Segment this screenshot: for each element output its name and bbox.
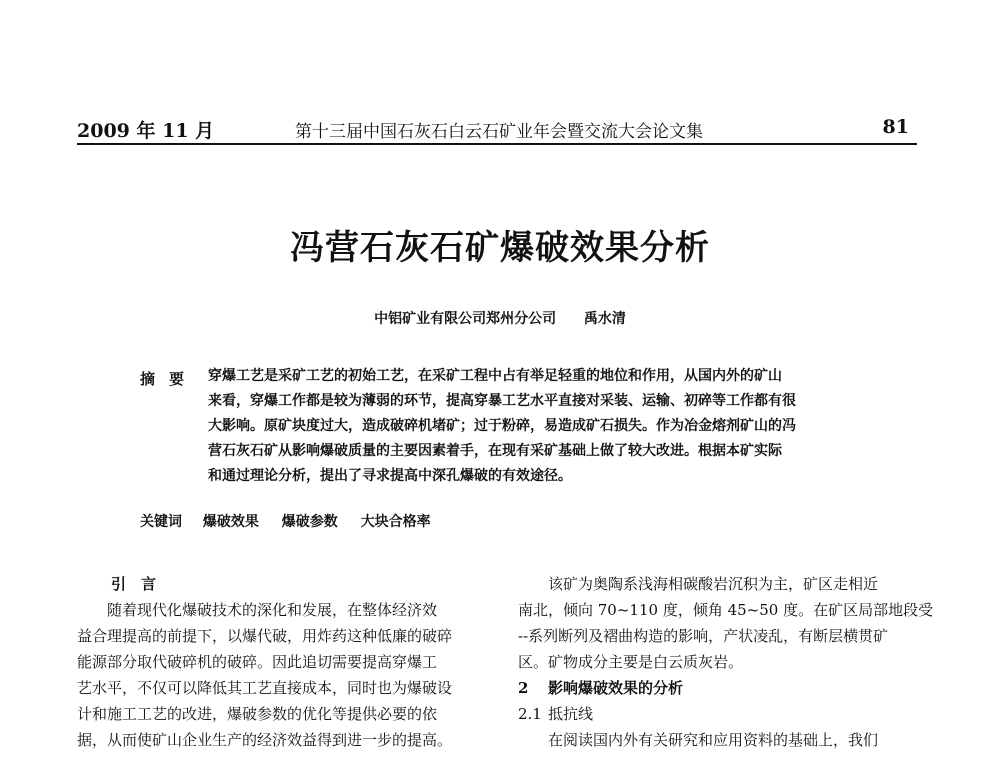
body-line: 区。矿物成分主要是白云质灰岩。 <box>518 653 744 671</box>
paper-title: 冯营石灰石矿爆破效果分析 <box>290 228 710 268</box>
body-line: 随着现代化爆破技术的深化和发展，在整体经济效 <box>107 601 438 619</box>
keywords <box>140 511 449 531</box>
abstract-text <box>208 364 908 489</box>
body-line: 在阅读国内外有关研究和应用资料的基础上，我们 <box>548 731 879 749</box>
header-date: 2009 年 11 月 <box>77 120 215 142</box>
body-line: 艺水平，不仅可以降低其工艺直接成本，同时也为爆破设 <box>77 679 453 697</box>
subsection-title: 抵抗线 <box>548 705 594 723</box>
body-line: 能源部分取代破碎机的破碎。因此追切需要提高穿爆工 <box>77 653 438 671</box>
left-column <box>77 571 497 753</box>
body-line: 计和施工工艺的改进，爆破参数的优化等提供必要的依 <box>77 705 438 723</box>
keywords-label: 关键词 <box>140 514 182 530</box>
subsection-number: 2.1 <box>518 705 542 723</box>
right-column <box>518 571 934 753</box>
body-line: 据，从而使矿山企业生产的经济效益得到进一步的提高。 <box>77 731 453 749</box>
header-journal-title: 第十三届中国石灰石白云石矿业年会暨交流大会论文集 <box>295 122 703 142</box>
section-heading-2 <box>518 675 918 701</box>
abstract-line: 和通过理论分析，提出了寻求提高中深孔爆破的有效途径。 <box>208 468 572 484</box>
body-line: 益合理提高的前提下，以爆代破，用炸药这种低廉的破碎 <box>77 627 453 645</box>
body-line: 该矿为奥陶系浅海相碳酸岩沉积为主，矿区走相近 <box>548 575 879 593</box>
abstract-line: 来看，穿爆工作都是较为薄弱的环节，提高穿暴工艺水平直接对采装、运输、初碎等工作都有很 <box>208 393 796 409</box>
affiliation-line <box>0 308 1000 328</box>
abstract-label: 摘要 <box>140 370 199 388</box>
section-title: 影响爆破效果的分析 <box>548 679 684 697</box>
abstract-line: 营石灰石矿从影响爆破质量的主要因素着手，在现有采矿基础上做了较大改进。根据本矿实际 <box>208 443 782 459</box>
section-number: 2 <box>518 679 529 697</box>
abstract-line: 大影响。原矿块度过大，造成破碎机堵矿；过于粉碎，易造成矿石损失。作为冶金熔剂矿山的冯 <box>208 418 796 434</box>
keyword: 大块合格率 <box>360 514 431 530</box>
body-line: --系列断列及褶曲构造的影响，产状凌乱，有断层横贯矿 <box>518 627 889 645</box>
affiliation-org: 中铝矿业有限公司郑州分公司 <box>374 311 557 327</box>
header-page-number: 81 <box>882 116 909 138</box>
subsection-heading-2-1 <box>518 701 918 727</box>
abstract-line: 穿爆工艺是采矿工艺的初始工艺，在采矿工程中占有举足轻重的地位和作用，从国内外的矿山 <box>208 368 782 384</box>
section-heading-introduction: 引 言 <box>111 575 157 593</box>
keyword: 爆破参数 <box>281 514 338 530</box>
running-header <box>77 116 917 142</box>
keyword: 爆破效果 <box>202 514 259 530</box>
author-name: 禹水清 <box>583 311 626 327</box>
body-line: 南北，倾向 70~110 度，倾角 45~50 度。在矿区局部地段受 <box>518 601 934 619</box>
header-rule <box>77 143 917 145</box>
